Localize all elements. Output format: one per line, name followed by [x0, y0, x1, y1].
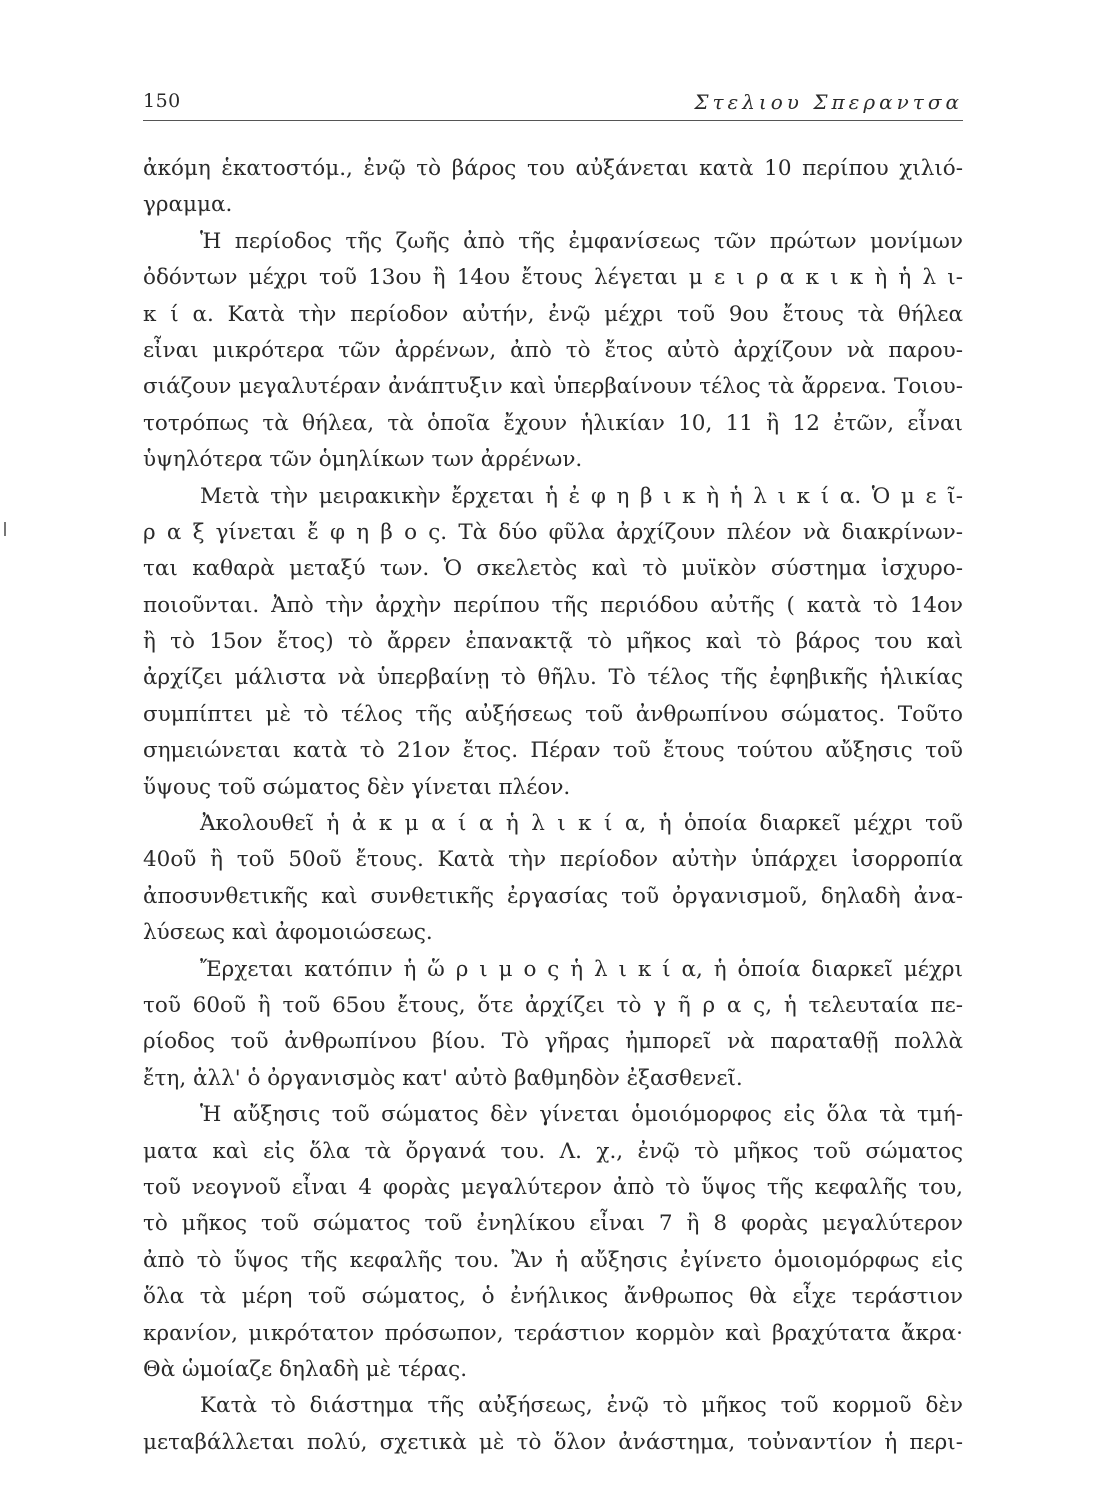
margin-mark: [4, 522, 6, 536]
text-line: ματα καὶ εἰς ὅλα τὰ ὄργανά του. Λ. χ., ἐνῷ τὸ μῆκος τοῦ σώματος: [143, 1138, 963, 1164]
text-line: ἢ τὸ 15ον ἔτος) τὸ ἄρρεν ἐπανακτᾷ τὸ μῆκος καὶ τὸ βάρος του καὶ: [143, 629, 963, 655]
running-head: Στελιου Σπεραντσα: [694, 90, 963, 114]
text-line: 40οῦ ἢ τοῦ 50οῦ ἔτους. Κατὰ τὴν περίοδον αὐτὴν ὑπάρχει ἰσορροπία: [143, 847, 963, 873]
text-line: Ἡ αὔξησις τοῦ σώματος δὲν γίνεται ὁμοιόμορφος εἰς ὅλα τὰ τμή-: [200, 1102, 963, 1128]
text-line: Ἡ περίοδος τῆς ζωῆς ἀπὸ τῆς ἐμφανίσεως τῶν πρώτων μονίμων: [200, 228, 963, 254]
text-line: Ἀκολουθεῖ ἡ ἀ κ μ α ί α ἡ λ ι κ ί α, ἡ ὁποία διαρκεῖ μέχρι τοῦ: [200, 811, 963, 837]
text-line: Θὰ ὡμοίαζε δηλαδὴ μὲ τέρας.: [143, 1356, 468, 1382]
text-line: ται καθαρὰ μεταξύ των. Ὁ σκελετὸς καὶ τὸ μυϊκὸν σύστημα ἰσχυρο-: [143, 556, 963, 582]
text-line: μεταβάλλεται πολύ, σχετικὰ μὲ τὸ ὅλον ἀνάστημα, τοὐναντίον ἡ περι-: [143, 1429, 963, 1455]
text-line: ἔτη, ἀλλ' ὁ ὀργανισμὸς κατ' αὐτὸ βαθμηδὸν ἐξασθενεῖ.: [143, 1065, 743, 1091]
text-line: ρίοδος τοῦ ἀνθρωπίνου βίου. Τὸ γῆρας ἠμπορεῖ νὰ παραταθῇ πολλὰ: [143, 1029, 963, 1055]
text-line: ὑψηλότερα τῶν ὁμηλίκων των ἀρρένων.: [143, 447, 583, 473]
text-line: ρ α ξ γίνεται ἔ φ η β ο ς. Τὰ δύο φῦλα ἀρχίζουν πλέον νὰ διακρίνων-: [143, 519, 963, 545]
text-line: συμπίπτει μὲ τὸ τέλος τῆς αὐξήσεως τοῦ ἀνθρωπίνου σώματος. Τοῦτο: [143, 701, 963, 727]
text-line: ὀδόντων μέχρι τοῦ 13ου ἢ 14ου ἔτους λέγεται μ ε ι ρ α κ ι κ ὴ ἡ λ ι-: [143, 265, 963, 291]
text-line: ἀποσυνθετικῆς καὶ συνθετικῆς ἐργασίας τοῦ ὀργανισμοῦ, δηλαδὴ ἀνα-: [143, 883, 963, 909]
text-line: σημειώνεται κατὰ τὸ 21ον ἔτος. Πέραν τοῦ ἔτους τούτου αὔξησις τοῦ: [143, 738, 963, 764]
page-number: 150: [143, 90, 181, 112]
text-line: εἶναι μικρότερα τῶν ἀρρένων, ἀπὸ τὸ ἔτος αὐτὸ ἀρχίζουν νὰ παρου-: [143, 337, 963, 363]
text-line: τοῦ 60οῦ ἢ τοῦ 65ου ἔτους, ὅτε ἀρχίζει τὸ γ ῆ ρ α ς, ἡ τελευταία πε-: [143, 992, 963, 1018]
text-line: γραμμα.: [143, 192, 233, 218]
page-header: [143, 86, 963, 122]
text-line: σιάζουν μεγαλυτέραν ἀνάπτυξιν καὶ ὑπερβαίνουν τέλος τὰ ἄρρενα. Τοιου-: [143, 374, 963, 400]
header-rule: [143, 120, 963, 121]
text-line: λύσεως καὶ ἀφομοιώσεως.: [143, 920, 433, 946]
text-line: Κατὰ τὸ διάστημα τῆς αὐξήσεως, ἐνῷ τὸ μῆκος τοῦ κορμοῦ δὲν: [200, 1393, 963, 1419]
body-text: [143, 151, 963, 1461]
text-line: Ἔρχεται κατόπιν ἡ ὥ ρ ι μ ο ς ἡ λ ι κ ί α, ἡ ὁποία διαρκεῖ μέχρι: [200, 956, 963, 982]
text-line: τοῦ νεογνοῦ εἶναι 4 φορὰς μεγαλύτερον ἀπὸ τὸ ὕψος τῆς κεφαλῆς του,: [143, 1174, 963, 1200]
text-line: ποιοῦνται. Ἀπὸ τὴν ἀρχὴν περίπου τῆς περιόδου αὐτῆς ( κατὰ τὸ 14ον: [143, 592, 963, 618]
text-line: ὕψους τοῦ σώματος δὲν γίνεται πλέον.: [143, 774, 571, 800]
text-line: κ ί α. Κατὰ τὴν περίοδον αὐτήν, ἐνῷ μέχρι τοῦ 9ου ἔτους τὰ θήλεα: [143, 301, 963, 327]
text-line: κρανίον, μικρότατον πρόσωπον, τεράστιον κορμὸν καὶ βραχύτατα ἄκρα·: [143, 1320, 963, 1346]
text-line: ἀπὸ τὸ ὕψος τῆς κεφαλῆς του. Ἂν ἡ αὔξησις ἐγίνετο ὁμοιομόρφως εἰς: [143, 1247, 963, 1273]
text-line: ἀρχίζει μάλιστα νὰ ὑπερβαίνῃ τὸ θῆλυ. Τὸ τέλος τῆς ἐφηβικῆς ἡλικίας: [143, 665, 963, 691]
text-line: τοτρόπως τὰ θήλεα, τὰ ὁποῖα ἔχουν ἡλικίαν 10, 11 ἢ 12 ἐτῶν, εἶναι: [143, 410, 963, 436]
text-line: Μετὰ τὴν μειρακικὴν ἔρχεται ἡ ἐ φ η β ι κ ὴ ἡ λ ι κ ί α. Ὁ μ ε ῖ-: [200, 483, 963, 509]
text-line: ὅλα τὰ μέρη τοῦ σώματος, ὁ ἐνήλικος ἄνθρωπος θὰ εἶχε τεράστιον: [143, 1284, 963, 1310]
text-line: ἀκόμη ἑκατοστόμ., ἐνῷ τὸ βάρος του αὐξάνεται κατὰ 10 περίπου χιλιό-: [143, 156, 963, 181]
text-line: τὸ μῆκος τοῦ σώματος τοῦ ἐνηλίκου εἶναι 7 ἢ 8 φορὰς μεγαλύτερον: [143, 1211, 963, 1237]
